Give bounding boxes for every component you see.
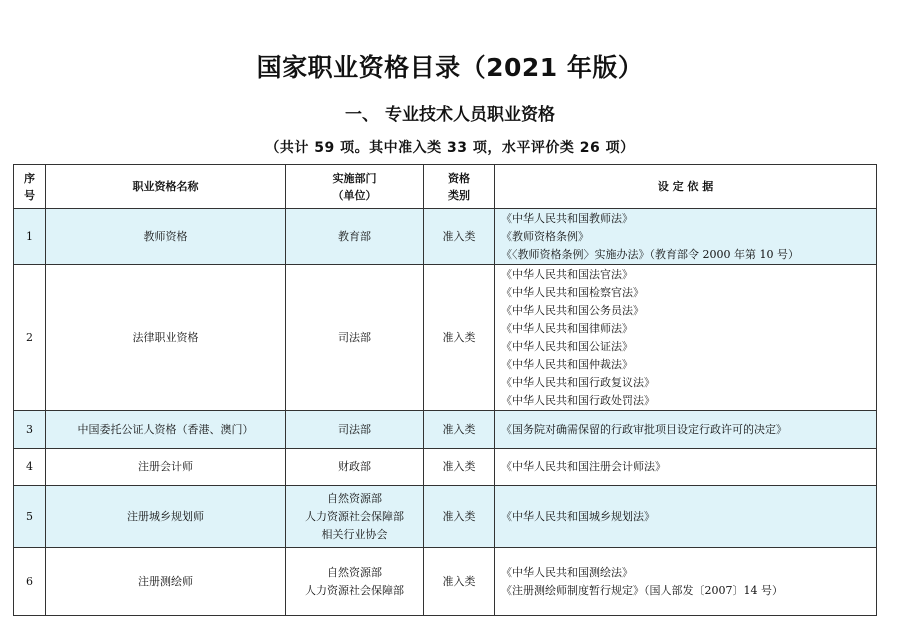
row-type: 准入类	[424, 548, 495, 616]
header-name: 职业资格名称	[46, 165, 286, 209]
summary-note: （共计 59 项。其中准入类 33 项，水平评价类 26 项）	[265, 140, 635, 156]
row-name: 法律职业资格	[46, 265, 286, 411]
row-basis	[495, 209, 877, 265]
header-dept	[286, 165, 424, 209]
basis-line: 《教师资格条例》	[501, 229, 589, 243]
table-row	[14, 449, 877, 486]
row-name: 注册测绘师	[46, 548, 286, 616]
table-row	[14, 411, 877, 449]
row-basis	[495, 411, 877, 449]
dept-line: 自然资源部	[327, 491, 382, 505]
table-row	[14, 548, 877, 616]
row-name: 注册会计师	[46, 449, 286, 486]
row-type: 准入类	[424, 209, 495, 265]
row-seq: 5	[14, 486, 46, 548]
row-type: 准入类	[424, 449, 495, 486]
basis-line: 《中华人民共和国行政处罚法》	[501, 393, 655, 407]
row-seq: 4	[14, 449, 46, 486]
basis-line: 《中华人民共和国公证法》	[501, 339, 633, 353]
basis-line: 《中华人民共和国测绘法》	[501, 565, 633, 579]
row-basis	[495, 449, 877, 486]
dept-line: 司法部	[338, 330, 371, 344]
table-row	[14, 209, 877, 265]
basis-line: 《中华人民共和国仲裁法》	[501, 357, 633, 371]
section-title: 一、 专业技术人员职业资格	[345, 105, 555, 125]
header-seq-line1: 序	[24, 171, 35, 185]
header-seq	[14, 165, 46, 209]
row-type: 准入类	[424, 486, 495, 548]
row-seq: 1	[14, 209, 46, 265]
table-row	[14, 486, 877, 548]
basis-line: 《注册测绘师制度暂行规定》（国人部发〔2007〕14 号）	[501, 583, 783, 597]
basis-line: 《中华人民共和国公务员法》	[501, 303, 644, 317]
row-basis	[495, 548, 877, 616]
row-dept	[286, 449, 424, 486]
header-type-line1: 资格	[448, 171, 470, 185]
row-name: 中国委托公证人资格（香港、澳门）	[46, 411, 286, 449]
dept-line: 教育部	[338, 229, 371, 243]
dept-line: 人力资源社会保障部	[305, 509, 404, 523]
row-type: 准入类	[424, 411, 495, 449]
row-dept	[286, 486, 424, 548]
header-basis: 设 定 依 据	[495, 165, 877, 209]
dept-line: 人力资源社会保障部	[305, 583, 404, 597]
row-type: 准入类	[424, 265, 495, 411]
row-seq: 6	[14, 548, 46, 616]
row-seq: 2	[14, 265, 46, 411]
row-name: 教师资格	[46, 209, 286, 265]
header-type	[424, 165, 495, 209]
row-basis	[495, 486, 877, 548]
row-basis	[495, 265, 877, 411]
basis-line: 《中华人民共和国教师法》	[501, 211, 633, 225]
header-type-line2: 类别	[448, 188, 470, 202]
basis-line: 《国务院对确需保留的行政审批项目设定行政许可的决定》	[501, 422, 787, 436]
basis-line: 《中华人民共和国律师法》	[501, 321, 633, 335]
row-name: 注册城乡规划师	[46, 486, 286, 548]
header-dept-line1: 实施部门	[332, 171, 377, 185]
document-title: 国家职业资格目录（2021 年版）	[256, 53, 644, 82]
qualification-table	[13, 164, 877, 616]
dept-line: 司法部	[338, 422, 371, 436]
row-dept	[286, 265, 424, 411]
basis-line: 《中华人民共和国注册会计师法》	[501, 460, 666, 473]
basis-line: 《中华人民共和国城乡规划法》	[501, 509, 655, 523]
basis-line: 《中华人民共和国行政复议法》	[501, 375, 655, 389]
row-seq: 3	[14, 411, 46, 449]
row-dept	[286, 411, 424, 449]
dept-line: 自然资源部	[327, 565, 382, 579]
row-dept	[286, 548, 424, 616]
dept-line: 相关行业协会	[321, 527, 388, 541]
basis-line: 《中华人民共和国法官法》	[501, 267, 633, 281]
dept-line: 财政部	[338, 460, 371, 473]
header-dept-line2: （单位）	[332, 188, 377, 202]
header-seq-line2: 号	[24, 188, 35, 202]
table-header-row	[14, 165, 877, 209]
basis-line: 《中华人民共和国检察官法》	[501, 285, 644, 299]
basis-line: 《〈教师资格条例〉实施办法》（教育部令 2000 年第 10 号）	[501, 247, 799, 261]
row-dept	[286, 209, 424, 265]
table-row	[14, 265, 877, 411]
